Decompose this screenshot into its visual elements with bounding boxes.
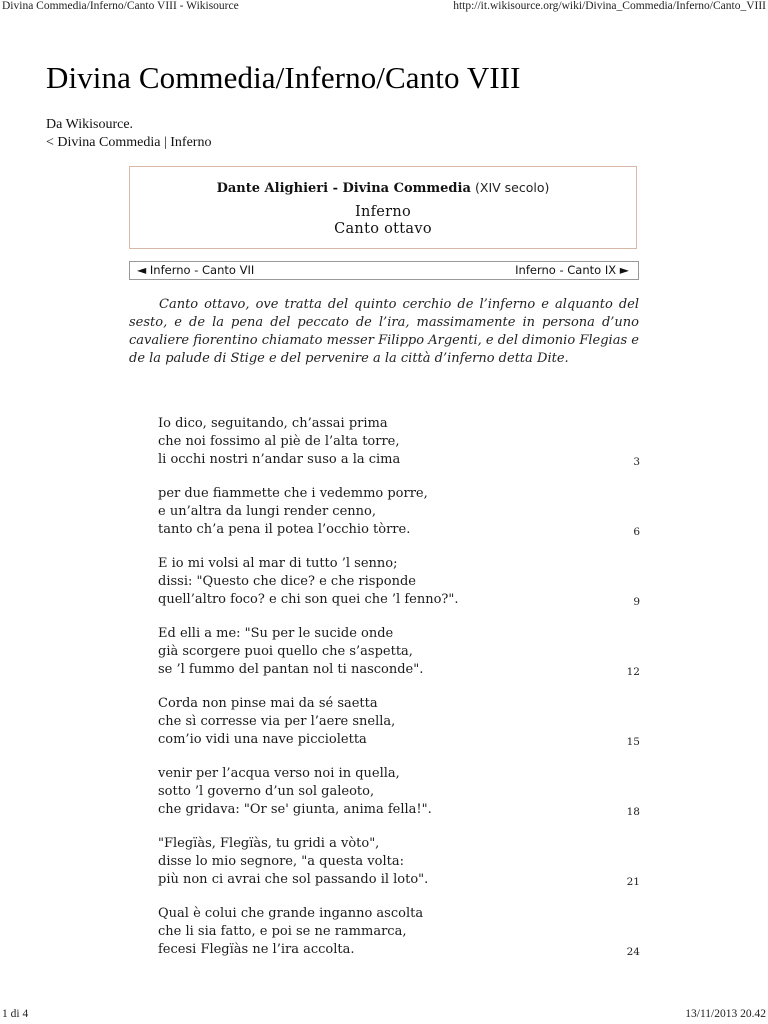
verse-line: Corda non pinse mai da sé saetta bbox=[158, 696, 378, 711]
left-arrow-icon: ◄ bbox=[137, 263, 147, 277]
breadcrumb-prefix: < bbox=[46, 135, 58, 150]
century: (XIV secolo) bbox=[475, 180, 550, 195]
print-footer bbox=[0, 1006, 768, 1024]
verse-line: Qual è colui che grande inganno ascolta bbox=[158, 906, 424, 921]
breadcrumb-separator: | bbox=[160, 135, 171, 150]
verse-line bbox=[158, 871, 640, 889]
breadcrumb-link-divina-commedia[interactable]: Divina Commedia bbox=[57, 135, 161, 150]
tercet bbox=[158, 485, 640, 539]
line-number: 15 bbox=[626, 736, 640, 748]
line-number: 6 bbox=[633, 526, 640, 538]
verse-text: com’io vidi una nave piccioletta bbox=[158, 732, 367, 747]
canto-summary: Canto ottavo, ove tratta del quinto cerchio de l’inferno e alquanto del sesto, e de la pena del peccato de l’ira, massimamente in persona d’uno cavaliere fiorentino chiamato messer Filippo Argenti, e del dimonio Flegias e de la palude di Stige e del pervenire a la città d’inferno detta Dite. bbox=[129, 297, 639, 366]
verse-line bbox=[158, 521, 640, 539]
source-line: Da Wikisource. bbox=[46, 117, 134, 132]
breadcrumb-link-inferno[interactable]: Inferno bbox=[170, 135, 212, 150]
breadcrumb bbox=[46, 135, 211, 151]
line-number: 18 bbox=[626, 806, 640, 818]
print-header-url: http://it.wikisource.org/wiki/Divina_Commedia/Inferno/Canto_VIII bbox=[453, 0, 766, 12]
right-arrow-icon: ► bbox=[619, 263, 629, 277]
verse-line: che li sia fatto, e poi se ne rammarca, bbox=[158, 924, 407, 939]
part-title: Inferno bbox=[354, 204, 412, 220]
work-header-box bbox=[129, 166, 637, 249]
next-canto-link[interactable]: Inferno - Canto IX bbox=[515, 263, 617, 277]
author-work-line bbox=[130, 180, 636, 196]
verse-line bbox=[158, 591, 640, 609]
line-number: 9 bbox=[633, 596, 640, 608]
prev-canto[interactable] bbox=[137, 263, 254, 277]
line-number: 12 bbox=[626, 666, 640, 678]
prev-canto-link[interactable]: Inferno - Canto VII bbox=[149, 263, 255, 277]
verse-line: che sì corresse via per l’aere snella, bbox=[158, 714, 396, 729]
verse-line: Io dico, seguitando, ch’assai prima bbox=[158, 416, 388, 431]
verse-text: se ’l fummo del pantan nol ti nasconde". bbox=[158, 662, 424, 677]
line-number: 3 bbox=[633, 456, 640, 468]
print-header bbox=[0, 0, 768, 16]
print-timestamp: 13/11/2013 20.42 bbox=[685, 1008, 766, 1020]
verse-line bbox=[158, 661, 640, 679]
verse-line: sotto ’l governo d’un sol galeoto, bbox=[158, 784, 375, 799]
verse-line bbox=[158, 731, 640, 749]
line-number: 24 bbox=[626, 946, 640, 958]
verse-text: più non ci avrai che sol passando il loto". bbox=[158, 872, 429, 887]
page-count: 1 di 4 bbox=[2, 1008, 29, 1020]
next-canto[interactable] bbox=[515, 263, 629, 277]
canto-title: Canto ottavo bbox=[334, 221, 432, 237]
tercet bbox=[158, 555, 640, 609]
verse-line: disse lo mio segnore, "a questa volta: bbox=[158, 854, 404, 869]
tercet bbox=[158, 625, 640, 679]
verse-text: che gridava: "Or se' giunta, anima fella!". bbox=[158, 802, 432, 817]
tercet bbox=[158, 415, 640, 469]
verse-line: già scorgere puoi quello che s’aspetta, bbox=[158, 644, 413, 659]
tercet bbox=[158, 765, 640, 819]
author-work: Dante Alighieri - Divina Commedia bbox=[216, 181, 471, 196]
verse-text: quell’altro foco? e chi son quei che ’l fenno?". bbox=[158, 592, 459, 607]
verse-line bbox=[158, 451, 640, 469]
print-header-title: Divina Commedia/Inferno/Canto VIII - Wikisource bbox=[2, 0, 239, 12]
verse-line: Ed elli a me: "Su per le sucide onde bbox=[158, 626, 394, 641]
verse-line bbox=[158, 801, 640, 819]
verse-line: dissi: "Questo che dice? e che risponde bbox=[158, 574, 416, 589]
verse-line: venir per l’acqua verso noi in quella, bbox=[158, 766, 400, 781]
verse-line: che noi fossimo al piè de l’alta torre, bbox=[158, 434, 400, 449]
tercet bbox=[158, 905, 640, 959]
tercet bbox=[158, 835, 640, 889]
verse-text: fecesi Flegïàs ne l’ira accolta. bbox=[158, 942, 355, 957]
page-title: Divina Commedia/Inferno/Canto VIII bbox=[46, 60, 521, 95]
verse-text: li occhi nostri n’andar suso a la cima bbox=[158, 452, 401, 467]
verse-line: e un’altra da lungi render cenno, bbox=[158, 504, 376, 519]
verse-line: per due fiammette che i vedemmo porre, bbox=[158, 486, 428, 501]
verse-line: E io mi volsi al mar di tutto ’l senno; bbox=[158, 556, 398, 571]
verse-text: tanto ch’a pena il potea l’occhio tòrre. bbox=[158, 522, 411, 537]
verse-line bbox=[158, 941, 640, 959]
tercet bbox=[158, 695, 640, 749]
verse-line: "Flegïàs, Flegïàs, tu gridi a vòto", bbox=[158, 836, 380, 851]
canto-navigation bbox=[129, 261, 639, 280]
line-number: 21 bbox=[626, 876, 640, 888]
